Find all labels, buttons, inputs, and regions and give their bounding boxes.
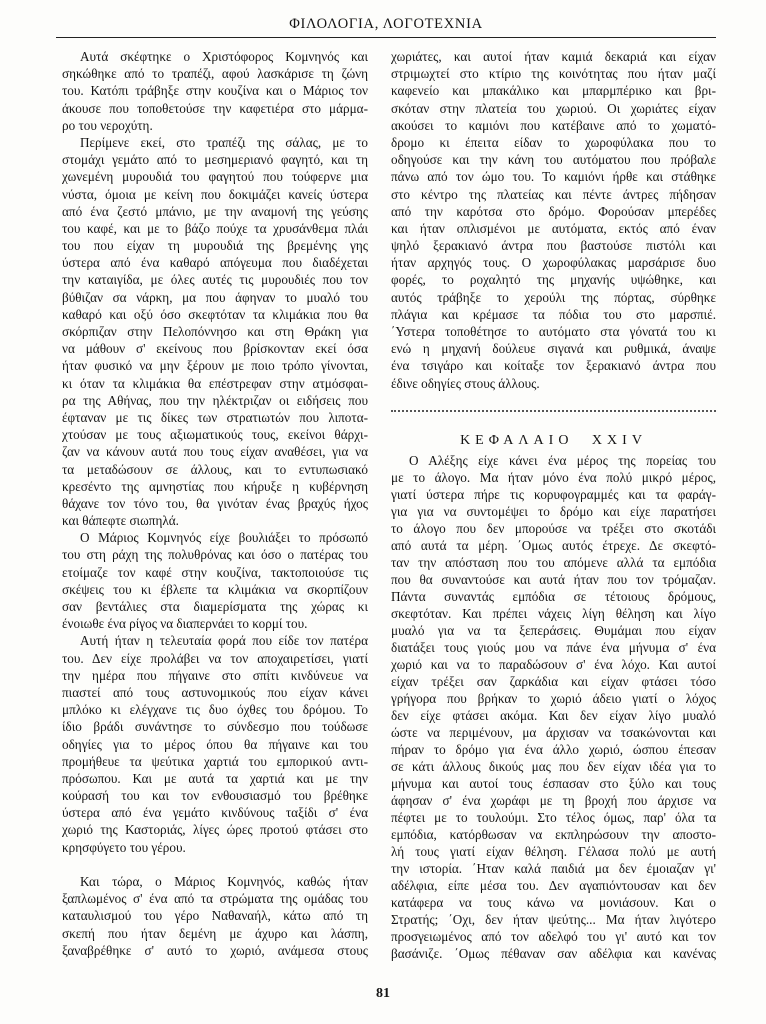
- right-column: [391, 48, 716, 392]
- text-line: μπλόκο κι ελέγχανε τις δυο όχθες του δρόμου. Το: [62, 702, 368, 718]
- paragraph: [391, 48, 716, 392]
- text-line: Πάντα συναντάς εμπόδια σε τέτοιους δρόμους,: [391, 589, 716, 604]
- text-line: την ημέρα που πήγαινε στο σπίτι κινδύνευε να: [62, 667, 368, 683]
- text-line: χωριάτες, και αυτοί ήταν καμιά δεκαριά και είχαν: [391, 49, 716, 64]
- left-column: [62, 48, 368, 959]
- text-line: σκέψεις του κι έβλεπε τα κλιμάκια να σκορπίζουν: [62, 581, 368, 597]
- text-line: για για να συντομέψει το δρόμο και είχε παρατήσει: [391, 504, 716, 519]
- text-line: ξαναβρέθηκε σ' αυτό το χωριό, ανάμεσα στους: [62, 942, 368, 958]
- text-line: οδηγούσε και την κάνη του αυτόματου που πρόβαλε: [391, 152, 716, 168]
- text-line: πήραν το δρόμο για ένα άλλο χωριό, ώσπου έπεσαν: [391, 742, 716, 757]
- text-line: Αυτά σκέφτηκε ο Χριστόφορος Κομνηνός και: [80, 49, 368, 64]
- text-line: αυτός τράβηξε το χερούλι της πόρτας, σύρθηκε: [391, 289, 716, 305]
- text-line: λή τους γιατί είχαν θέληση. Γέλασα πολύ με αυτή: [391, 844, 716, 859]
- text-line: Αυτή ήταν η τελευταία φορά που είδε τον πατέρα: [80, 633, 368, 649]
- text-line: του καφέ, και με το βάζο πούχε τα χρυσάνθεμα πλάι: [62, 220, 368, 236]
- text-line: καφενείο και μπακάλικο και μπαρμπέρικο και βρι-: [391, 83, 716, 99]
- text-line: γρήγορα που βρήκαν το χωριό άδειο γιατί ο λόχος: [391, 691, 716, 706]
- text-line: ύστερα από ένα γεμάτο κινδύνους ταξίδι σ' ένα: [62, 805, 368, 821]
- text-line: Ο Μάριος Κομνηνός είχε βουλιάξει το πρόσωπό: [80, 530, 368, 546]
- text-line: ψηλό ξερακιανό άντρα που βαστούσε πιστόλι και: [391, 238, 716, 254]
- text-line: και θάπεφτε σιωπηλά.: [62, 513, 179, 529]
- running-header: ΦΙΛΟΛΟΓΙΑ, ΛΟΓΟΤΕΧΝΙΑ: [289, 16, 483, 32]
- text-line: σκόρπιζαν στην Πελοπόννησο και στη Θράκη για: [62, 324, 368, 339]
- text-line: προσγειωμένος από τον αδελφό του γι' αυτό και τον: [391, 929, 716, 944]
- text-line: οδηγίες για το μέρος όπου θα πήγαινε και του: [62, 736, 368, 752]
- text-line: κι όταν τα κλιμάκια θα επέστρεφαν στην ατμόσφαι-: [62, 375, 368, 391]
- text-line: έφταναν με τις δίκες των στρατιωτών που λιποτα-: [62, 409, 368, 425]
- chapter-text: [391, 452, 716, 962]
- text-line: πρόσωπου. Και με αυτά τα χαρτιά και με την: [62, 770, 368, 786]
- text-line: ακούσει το καμιόνι που κατέβαινε από το χωματό-: [391, 117, 716, 133]
- text-line: πιαστεί από τους αστυνομικούς που είχαν κάνει: [62, 684, 368, 700]
- text-line: ύστερα από ένα καθαρό απόγευμα που διαδέχεται: [62, 255, 368, 271]
- header-rule: [56, 37, 716, 38]
- text-line: από αυτά τα μέρη. ΄Ομως αυτός έτρεχε. Δε σκεφτό-: [391, 538, 716, 553]
- text-line: την ιστορία. ΄Ηταν καλά παιδιά μα δεν έμοιαζαν γι': [391, 861, 716, 876]
- text-line: ένοιωθε ένα ρίγος να διαπερνάει το κορμί του.: [62, 616, 308, 632]
- text-line: Και τώρα, ο Μάριος Κομνηνός, καθώς ήταν: [80, 874, 368, 889]
- paragraph: [62, 134, 368, 529]
- text-line: κούρασή του και τον ενθουσιασμό του βρέθηκε: [62, 788, 368, 804]
- text-line: σε κάτι άλλους δικούς μας που δεν είχαν ιδέα για το: [391, 759, 716, 774]
- text-line: ήταν αρχηγός τους. Ο χωροφύλακας μαρσάρισε δυο: [391, 255, 716, 271]
- text-line: τα μεταδώσουν σε άλλους, και το εντυπωσιακό: [62, 461, 368, 477]
- text-line: κρησφύγετο του γέρου.: [62, 839, 186, 855]
- section-separator: [391, 410, 716, 412]
- text-line: ένα τσιγάρο και κοίταξε τον ξερακιανό άντρα που: [391, 358, 716, 374]
- text-line: το άλογο που δεν μπορούσε να τρέξει στο σκοτάδι: [391, 521, 716, 536]
- text-line: ρα της Αθήνας, που την ηλέκτριζαν οι ειδήσεις που: [62, 392, 368, 408]
- text-line: ετοίμαζε τον καφέ στην κουζίνα, τακτοποιούσε τις: [62, 564, 368, 580]
- text-line: πέφτει με το τουλούμι. Στο τέλος όμως, παρ' όλα τα: [391, 810, 716, 825]
- paragraph: [391, 452, 716, 962]
- text-line: ώστε να περιμένουν, μα άρχισαν να τσακώνονται και: [391, 725, 716, 740]
- text-line: βύθιζαν σα νάρκη, μα που άφηναν το μυαλό του: [62, 289, 368, 305]
- text-line: άφησαν σ' ένα χωράφι με τη βροχή που άρχισε να: [391, 793, 716, 808]
- chapter-heading: ΚΕΦΑΛΑΙΟ XXIV: [460, 433, 647, 448]
- text-line: Στρατής; ΄Οχι, δεν ήταν ψεύτης... Μα ήταν λιγότερο: [391, 912, 716, 927]
- text-line: σαν βεντάλιες στα διαμερίσματα της χώρας κι: [62, 599, 368, 614]
- text-line: του. Κατόπι τράβηξε στην κουζίνα και ο Μάριος τον: [62, 83, 368, 99]
- text-line: από την καρότσα στο δρόμο. Φορούσαν μπερέδες: [391, 203, 716, 219]
- text-line: με το άλογο. Μα ήταν μόνο ένα πολύ μικρό μέρος,: [391, 470, 716, 485]
- text-line: προμήθευε τα ψεύτικα χαρτιά του εμπορικού αντι-: [62, 753, 368, 769]
- text-line: στομάχι γεμάτο από το μεσημεριανό φαγητό, και τη: [62, 152, 368, 168]
- text-line: μυαλό για να τα ξεπεράσεις. Θυμάμαι που είχαν: [391, 623, 716, 638]
- text-line: νύστα, όμοια με κείνη που δοκιμάζει κανείς ύστερα: [62, 186, 368, 202]
- paragraph: [62, 632, 368, 855]
- text-line: δρομο κι έπειτα είδαν το χωροφύλακα που το: [391, 134, 716, 150]
- text-line: ρο του νεροχύτη.: [62, 117, 153, 133]
- paragraph: [62, 529, 368, 632]
- text-line: ζαν να κάνουν αυτά που τους είχαν αναθέσει, για να: [62, 444, 368, 460]
- text-line: σκόταν στην πλατεία του χωριού. Οι χωριάτες είχαν: [391, 100, 716, 116]
- text-line: θάχανε τον τόνο του, θα γινόταν ένας βραχύς ήχος: [62, 495, 368, 511]
- text-line: ενώ η μηχανή δούλευε σιγανά και ρυθμικά, άναψε: [391, 341, 716, 357]
- text-line: καθαρό και οξύ όσο σκεφτόταν τα κλιμάκια που θα: [62, 306, 368, 322]
- text-line: μήνυμα και αυτοί τους έσπασαν στο ξύλο και τους: [391, 776, 716, 791]
- text-line: σκεφτόταν. Και πρέπει νάχεις λίγη θέληση και λίγο: [391, 606, 716, 621]
- text-line: που θα συναντούσε και αυτά ήταν που τον τρόμαζαν.: [391, 572, 716, 587]
- text-line: καταυλισμού του γέρο Ναθαναήλ, κάτω από τη: [62, 908, 368, 924]
- text-line: ΄Υστερα τοποθέτησε το αυτόματο στα γόνατά του κι: [391, 324, 716, 339]
- text-line: φορές, το ροχαλητό της μηχανής υψώθηκε, και: [391, 272, 716, 288]
- text-line: κρεσέντο της αμνηστίας που κήρυξε η κυβέρνηση: [62, 478, 368, 494]
- text-line: χωριό της Καστοριάς, λίγες ώρες προτού φτάσει στο: [62, 822, 368, 838]
- text-line: να μάθουν σ' εκείνους που βρίσκονταν εκεί όσα: [62, 341, 368, 357]
- text-line: στο κέντρο της πλατείας και πέντε άντρες πήδησαν: [391, 186, 716, 202]
- text-line: έδινε οδηγίες στους άλλους.: [391, 375, 540, 391]
- text-line: άκουσε που τοποθετούσε την καφετιέρα στο μάρμα-: [62, 100, 368, 116]
- text-line: ξαπλωμένος σ' ένα από τα στρώματα της ομάδας του: [62, 891, 368, 907]
- text-line: ίδιο βράδι συνάντησε το σύνδεσμο που τούδωσε: [62, 719, 368, 735]
- text-line: γιατί ύστερα πήρε τις κορυφογραμμές και τα φαράγ-: [391, 487, 716, 502]
- text-line: χωριό και να το παραδώσουν σ' ένα λόχο. Και αυτοί: [391, 657, 716, 672]
- paragraph: [62, 873, 368, 959]
- text-line: δεν είχε φτάσει ακόμα. Και δεν είχαν λίγο μυαλό: [391, 708, 716, 723]
- text-line: είχαν τρέξει σαν ζαρκάδια και είχαν φτάσει τόσο: [391, 674, 716, 689]
- text-line: από ένα ζεστό μπάνιο, με την αναμονή της γεύσης: [62, 203, 368, 219]
- text-line: κατάφερα να τους κάνω να μονιάσουν. Και ο: [391, 895, 716, 910]
- text-line: ταν την απόσταση που του απόμενε αλλά τα εμπόδια: [391, 555, 716, 570]
- text-line: του. Δεν είχε προλάβει να τον αποχαιρετίσει, γιατί: [62, 650, 368, 666]
- text-line: χτούσαν με τους αξιωματικούς τους, εκείνοι θάρχι-: [62, 427, 368, 443]
- text-line: ήταν φυσικό να μην ξέρουν με ποιο τρόπο γίνονται,: [62, 358, 368, 374]
- text-line: σηκώθηκε από το τραπέζι, αφού λασκάρισε τη ζώνη: [62, 66, 368, 82]
- text-line: πλάγια και κρέμασε τα πόδια του στο μαρσπιέ.: [391, 306, 716, 322]
- text-line: πάνω από τον ώμο του. Το καμιόνι ήρθε και στάθηκε: [391, 169, 716, 185]
- text-line: αδέλφια, είπε μέσα του. Δεν αγαπιόντουσαν και δεν: [391, 878, 716, 893]
- text-line: χωνεμένη μυρουδιά του φαγητού που τούφερνε μια: [62, 169, 368, 185]
- text-line: Περίμενε εκεί, στο τραπέζι της σάλας, με το: [80, 134, 368, 150]
- text-line: εμπόδια, κατόρθωσαν να εκπληρώσουν την αποστο-: [391, 827, 716, 842]
- text-line: διατάξει τους γιούς μου να πάνε ένα μήνυμα σ' ένα: [391, 640, 716, 655]
- paragraph: [62, 48, 368, 134]
- text-line: Ο Αλέξης είχε κάνει ένα μέρος της πορείας του: [409, 453, 716, 468]
- text-line: βασάνιζε. ΄Ομως πέθαναν σαν αδέλφια και κανένας: [391, 946, 716, 961]
- text-line: και ήταν οπλισμένοι με αυτόματα, εκτός από έναν: [391, 220, 716, 236]
- text-line: σκεπή που ήταν δεμένη με άχυρο και λάσπη,: [62, 925, 368, 941]
- text-line: του στη ράχη της πολυθρόνας και όσο ο πατέρας του: [62, 547, 368, 563]
- text-line: του που είχαν τη μυρουδιά της βρεμένης γης: [62, 238, 368, 254]
- text-line: στριμωχτεί στο κτίριο της κοινότητας που ήταν μαζί: [391, 66, 716, 82]
- text-line: την καταιγίδα, με όλες αυτές τις μυρουδιές που τον: [62, 272, 368, 288]
- page-number: 81: [376, 986, 390, 1001]
